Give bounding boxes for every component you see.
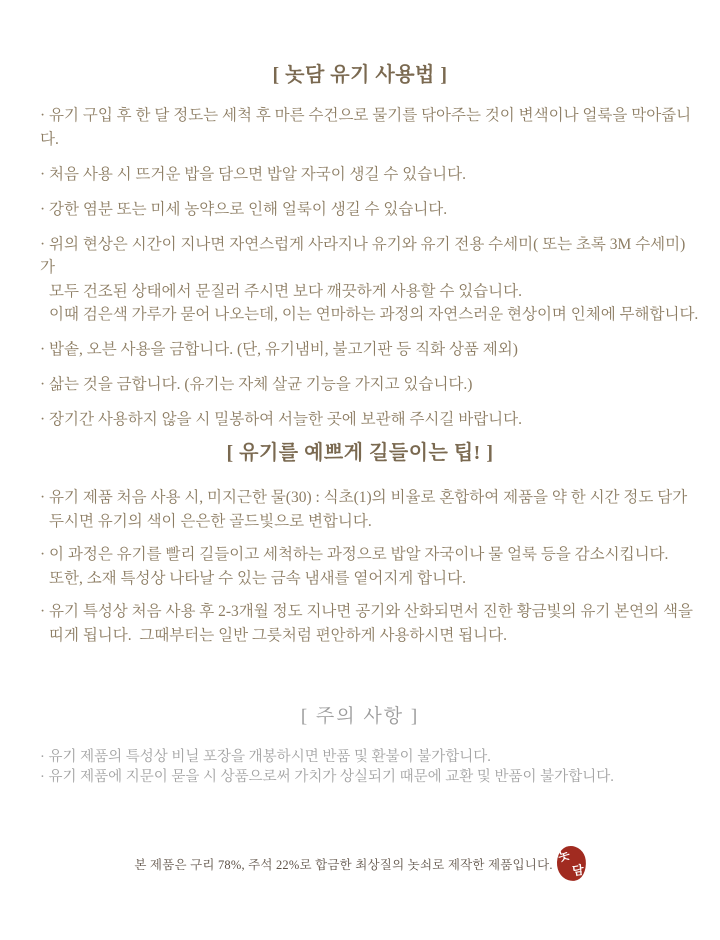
text-line: 띠게 됩니다. 그때부터는 일반 그릇처럼 편안하게 사용하시면 됩니다.	[49, 626, 507, 644]
usage-bullet-7	[40, 408, 700, 432]
section-tips-title: [ 유기를 예쁘게 길들이는 팁! ]	[226, 442, 494, 464]
text-line: · 이 과정은 유기를 빨리 길들이고 세척하는 과정으로 밥알 자국이나 물 얼룩 등을 감소시킵니다.	[40, 546, 669, 563]
text-line: 이때 검은색 가루가 묻어 나오는데, 이는 연마하는 과정의 자연스러운 현상이며 인체에 무해합니다.	[49, 306, 699, 323]
stamp-bottom-char: 담	[571, 862, 585, 878]
caution-bullet-1	[40, 747, 700, 767]
section-usage-title: [ 놋담 유기 사용법 ]	[272, 64, 448, 86]
text-line: · 위의 현상은 시간이 지나면 자연스럽게 사라지나 유기와 유기 전용 수세미( 또는 초록 3M 수세미)가	[40, 235, 686, 276]
caution-bullet-2	[40, 767, 700, 787]
section-tips-body	[40, 486, 700, 657]
text-line: · 유기 구입 후 한 달 정도는 세척 후 마른 수건으로 물기를 닦아주는 것이 변색이나 얼룩을 막아줍니다.	[40, 107, 692, 148]
text-line: · 유기 제품의 특성상 비닐 포장을 개봉하시면 반품 및 환불이 불가합니다.	[40, 749, 491, 765]
footer	[0, 846, 720, 881]
tips-bullet-2	[40, 543, 700, 590]
usage-bullet-4	[40, 233, 700, 327]
text-line: · 유기 특성상 처음 사용 후 2-3개월 정도 지나면 공기와 산화되면서 진한 황금빛의 유기 본연의 색을	[40, 603, 693, 620]
notdam-seal-stamp-icon	[555, 845, 587, 883]
text-line: · 장기간 사용하지 않을 시 밀봉하여 서늘한 곳에 보관해 주시길 바랍니다.	[40, 411, 523, 428]
text-line: · 유기 제품 처음 사용 시, 미지근한 물(30) : 식초(1)의 비율로 혼합하여 제품을 약 한 시간 정도 담가	[40, 489, 688, 506]
section-caution-title: [ 주의 사항 ]	[300, 706, 420, 727]
usage-bullet-2	[40, 163, 700, 187]
stamp-top-char: 놋	[556, 847, 572, 865]
tips-bullet-3	[40, 600, 700, 647]
text-line: · 삶는 것을 금합니다. (유기는 자체 살균 기능을 가지고 있습니다.)	[40, 376, 473, 393]
text-line: · 처음 사용 시 뜨거운 밥을 담으면 밥알 자국이 생길 수 있습니다.	[40, 165, 466, 183]
usage-bullet-5	[40, 338, 700, 362]
usage-bullet-6	[40, 373, 700, 397]
text-line: 두시면 유기의 색이 은은한 골드빛으로 변합니다.	[49, 512, 372, 530]
footer-material-note: 본 제품은 구리 78%, 주석 22%로 합금한 최상질의 놋쇠로 제작한 제품입니다.	[134, 857, 553, 872]
text-line: · 유기 제품에 지문이 묻을 시 상품으로써 가치가 상실되기 때문에 교환 및 반품이 불가합니다.	[40, 769, 614, 785]
usage-bullet-3	[40, 198, 700, 222]
usage-bullet-1	[40, 104, 700, 151]
tips-bullet-1	[40, 486, 700, 533]
text-line: · 밥솥, 오븐 사용을 금합니다. (단, 유기냄비, 불고기판 등 직화 상품 제외)	[40, 341, 518, 358]
text-line: 또한, 소재 특성상 나타날 수 있는 금속 냄새를 옅어지게 합니다.	[49, 569, 466, 587]
text-line: · 강한 염분 또는 미세 농약으로 인해 얼룩이 생길 수 있습니다.	[40, 200, 448, 218]
text-line: 모두 건조된 상태에서 문질러 주시면 보다 깨끗하게 사용할 수 있습니다.	[49, 282, 522, 300]
section-caution-body	[40, 747, 700, 787]
section-usage-body	[40, 104, 700, 443]
